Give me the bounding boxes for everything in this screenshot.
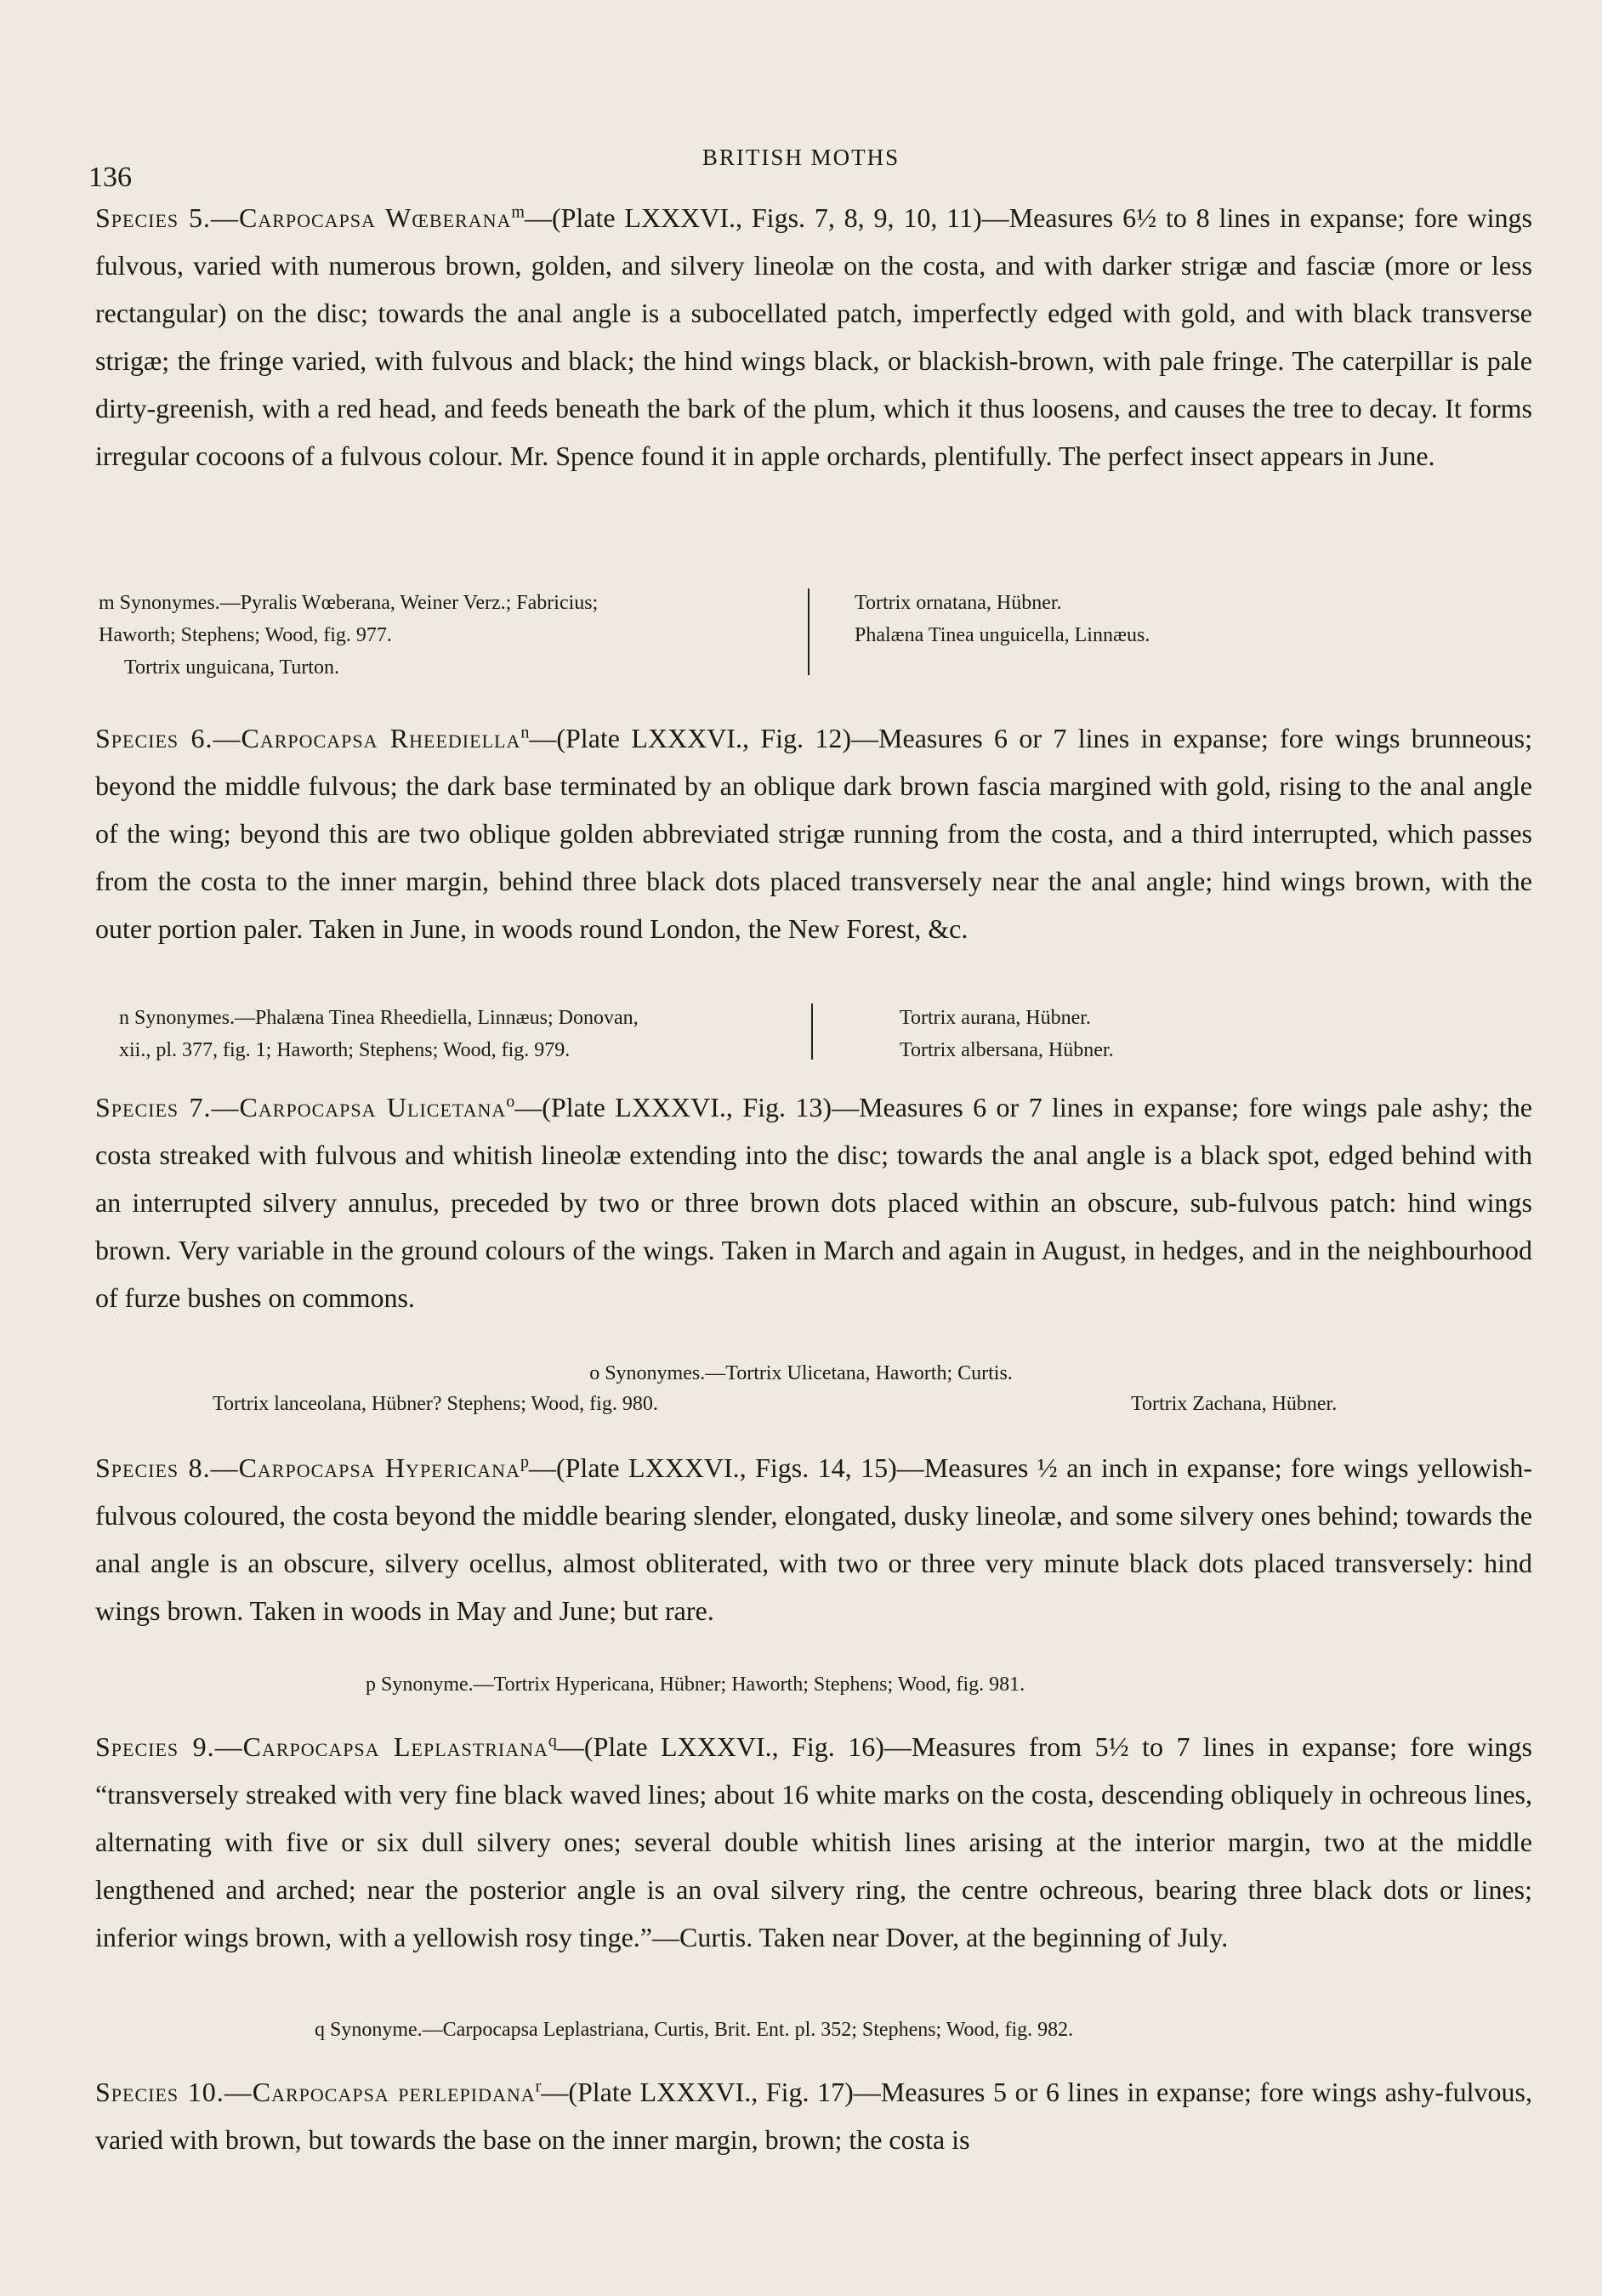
species-9-mark: q xyxy=(548,1731,557,1751)
species-8-label: Species 8.—Carpocapsa Hypericana xyxy=(95,1452,520,1483)
species-7-mark: o xyxy=(506,1092,515,1111)
species-8-paragraph xyxy=(95,1444,1532,1634)
species-8-mark: p xyxy=(520,1452,529,1472)
species-6-synonyms-left xyxy=(119,1002,816,1066)
species-6-syn-line-1: n Synonymes.—Phalæna Tinea Rheediella, Linnæus; Donovan, xyxy=(119,1007,639,1029)
species-6-paragraph xyxy=(95,714,1532,952)
species-5-synonyms-right xyxy=(855,587,1501,651)
species-5-syn-line-2: Haworth; Stephens; Wood, fig. 977. xyxy=(99,624,392,646)
species-7-paragraph xyxy=(95,1083,1532,1321)
species-6-syn-line-2: xii., pl. 377, fig. 1; Haworth; Stephens; Wood, fig. 979. xyxy=(119,1039,571,1061)
species-9-label: Species 9.—Carpocapsa Leplastriana xyxy=(95,1731,548,1762)
species-10-paragraph xyxy=(95,2068,1532,2163)
species-6-synonyms-right xyxy=(900,1002,1495,1066)
species-5-paragraph xyxy=(95,194,1532,480)
species-5-text: —(Plate LXXXVI., Figs. 7, 8, 9, 10, 11)—Measures 6½ to 8 lines in expanse; fore wings fulvous, varied with numerous brown, golden, and silvery lineolæ on the costa, and with darker strigæ and fasciæ (more or less rectangular) on the disc; towards the anal angle is a subocellated patch, imperfectly edged with gold, and with black transverse strigæ; the fringe varied, with fulvous and black; the hind wings black, or blackish-brown, with pale fringe. The caterpillar is pale dirty-greenish, with a red head, and feeds beneath the bark of the plum, which it thus loosens, and causes the tree to decay. It forms irregular cocoons of a fulvous colour. Mr. Spence found it in apple orchards, plentifully. The perfect insect appears in June. xyxy=(95,202,1533,471)
species-5-syn-line-1: m Synonymes.—Pyralis Wœberana, Weiner Verz.; Fabricius; xyxy=(99,592,599,614)
species-6-syn-right-2: Tortrix albersana, Hübner. xyxy=(900,1039,1114,1061)
species-7-synonym-left: Tortrix lanceolana, Hübner? Stephens; Wood, fig. 980. xyxy=(213,1393,658,1415)
species-9-synonym: q Synonyme.—Carpocapsa Leplastriana, Curtis, Brit. Ent. pl. 352; Stephens; Wood, fig. 982. xyxy=(315,2019,1074,2041)
species-8-synonym: p Synonyme.—Tortrix Hypericana, Hübner; Haworth; Stephens; Wood, fig. 981. xyxy=(366,1674,1025,1696)
species-9-paragraph xyxy=(95,1723,1532,1961)
species-5-mark: m xyxy=(511,202,525,222)
running-title: BRITISH MOTHS xyxy=(702,145,900,170)
species-7-text: —(Plate LXXXVI., Fig. 13)—Measures 6 or 7 lines in expanse; fore wings pale ashy; the costa streaked with fulvous and whitish lineolæ extending into the disc; towards the anal angle is a black spot, edged behind with an interrupted silvery annulus, preceded by two or three brown dots placed within an obscure, sub-fulvous patch: hind wings brown. Very variable in the ground colours of the wings. Taken in March and again in August, in hedges, and in the neighbourhood of furze bushes on commons. xyxy=(95,1092,1533,1313)
species-7-synonym-main: o Synonymes.—Tortrix Ulicetana, Haworth; Curtis. xyxy=(589,1362,1013,1384)
species-6-mark: n xyxy=(520,723,530,742)
species-6-label: Species 6.—Carpocapsa Rheediella xyxy=(95,723,521,753)
species-10-label: Species 10.—Carpocapsa perlepidana xyxy=(95,2077,536,2107)
species-6-text: —(Plate LXXXVI., Fig. 12)—Measures 6 or 7 lines in expanse; fore wings brunneous; beyond the middle fulvous; the dark base terminated by an oblique dark brown fascia margined with gold, rising to the anal angle of the wing; beyond this are two oblique golden abbreviated strigæ running from the costa, and a third interrupted, which passes from the costa to the inner margin, behind three black dots placed transversely near the anal angle; hind wings brown, with the outer portion paler. Taken in June, in woods round London, the New Forest, &c. xyxy=(95,723,1533,944)
species-5-syn-line-3: Tortrix unguicana, Turton. xyxy=(124,656,339,679)
species-7-label: Species 7.—Carpocapsa Ulicetana xyxy=(95,1092,507,1122)
species-6-synonym-divider xyxy=(811,1003,813,1060)
species-5-syn-right-2: Phalæna Tinea unguicella, Linnæus. xyxy=(855,624,1150,646)
species-5-syn-right-1: Tortrix ornatana, Hübner. xyxy=(855,592,1062,614)
species-10-mark: r xyxy=(535,2077,542,2096)
species-7-synonym-right: Tortrix Zachana, Hübner. xyxy=(1131,1393,1338,1415)
species-5-label: Species 5.—Carpocapsa Wœberana xyxy=(95,202,512,233)
species-5-synonym-divider xyxy=(808,588,810,675)
page-number: 136 xyxy=(88,162,132,193)
species-8-text: —(Plate LXXXVI., Figs. 14, 15)—Measures ½ an inch in expanse; fore wings yellowish-fulvous coloured, the costa beyond the middle bearing slender, elongated, dusky lineolæ, and some silvery ones behind; towards the anal angle is an obscure, silvery ocellus, almost obliterated, with two or three very minute black dots placed transversely: hind wings brown. Taken in woods in May and June; but rare. xyxy=(95,1452,1533,1626)
species-10-text: —(Plate LXXXVI., Fig. 17)—Measures 5 or 6 lines in expanse; fore wings ashy-fulvous, varied with brown, but towards the base on the inner margin, brown; the costa is xyxy=(95,2077,1532,2155)
species-5-synonyms-left xyxy=(99,587,796,684)
species-6-syn-right-1: Tortrix aurana, Hübner. xyxy=(900,1007,1091,1029)
species-9-text: —(Plate LXXXVI., Fig. 16)—Measures from 5½ to 7 lines in expanse; fore wings “transversely streaked with very fine black waved lines; about 16 white marks on the costa, descending obliquely in ochreous lines, alternating with five or six dull silvery ones; several double whitish lines arising at the interior margin, two at the middle lengthened and arched; near the posterior angle is an oval silvery ring, the centre ochreous, bearing three black dots or lines; inferior wings brown, with a yellowish rosy tinge.”—Curtis. Taken near Dover, at the beginning of July. xyxy=(95,1731,1533,1952)
